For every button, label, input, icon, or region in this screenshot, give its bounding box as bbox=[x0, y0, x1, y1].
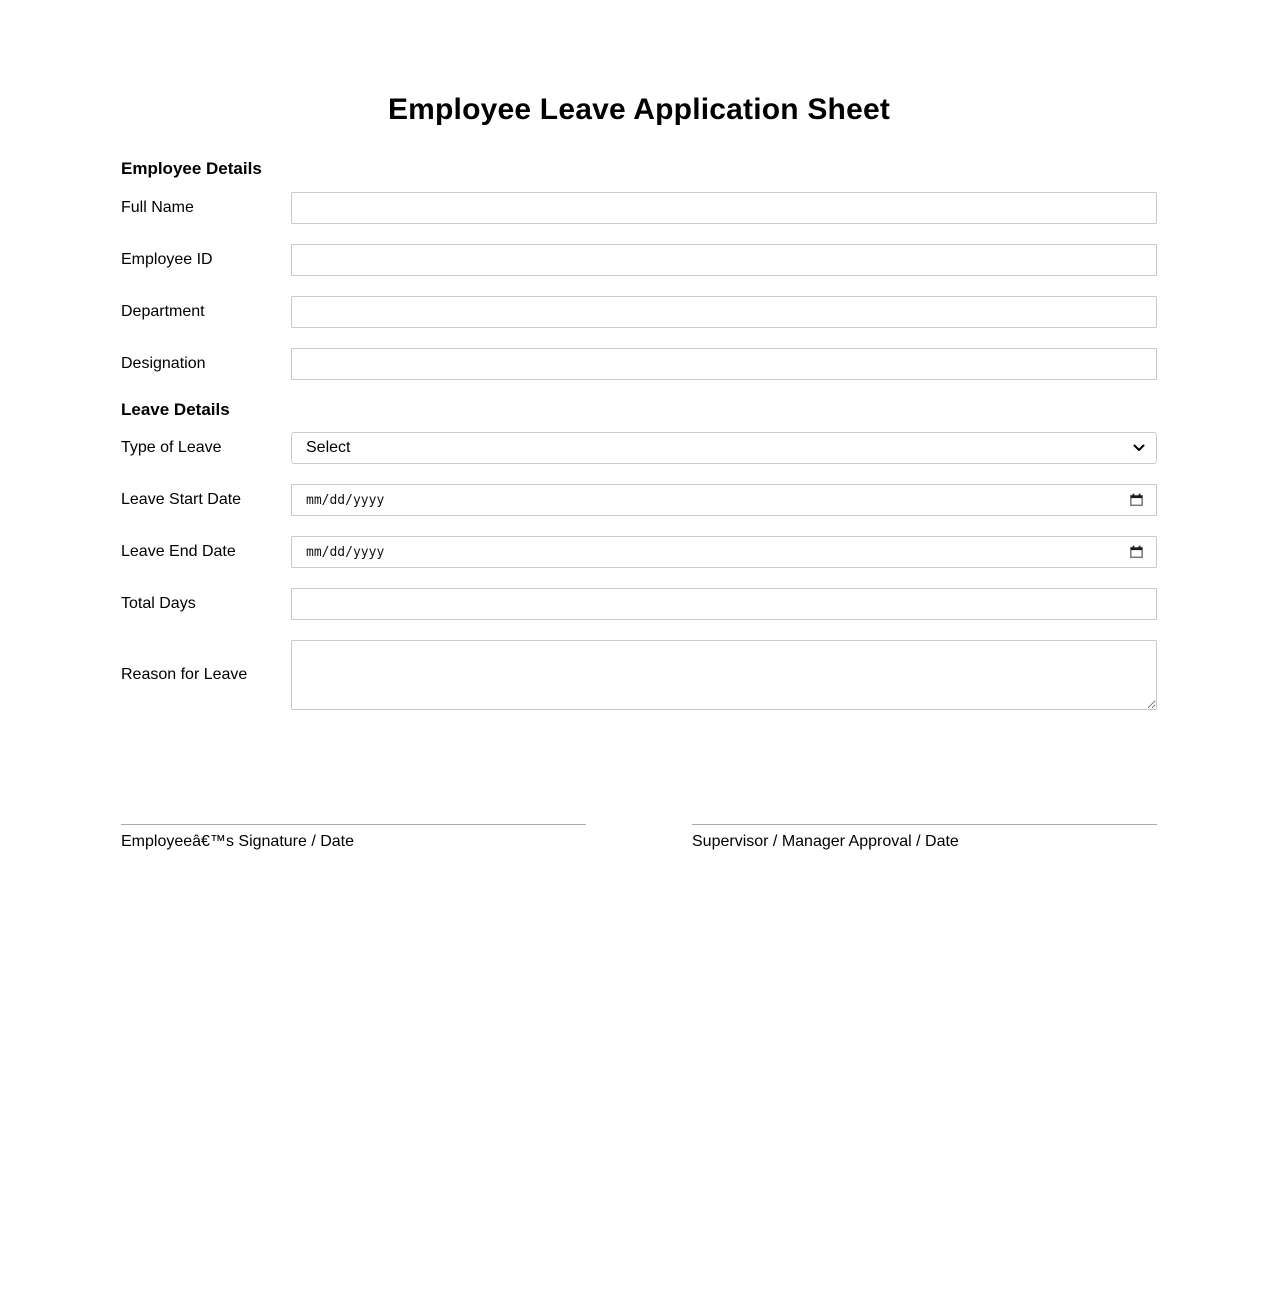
field-row-leave-start-date bbox=[121, 484, 1157, 516]
leave-end-date-input[interactable] bbox=[291, 536, 1157, 568]
designation-label: Designation bbox=[121, 355, 206, 372]
leave-start-date-input[interactable] bbox=[291, 484, 1157, 516]
total-days-input[interactable] bbox=[291, 588, 1157, 620]
type-of-leave-select[interactable] bbox=[291, 432, 1157, 464]
field-row-full-name bbox=[121, 192, 1157, 224]
supervisor-approval-label: Supervisor / Manager Approval / Date bbox=[692, 833, 959, 850]
employee-signature-label: Employeeâ€™s Signature / Date bbox=[121, 833, 355, 850]
supervisor-approval-line bbox=[692, 824, 1157, 825]
leave-end-date-label: Leave End Date bbox=[121, 543, 236, 560]
signature-section bbox=[121, 824, 1157, 851]
type-of-leave-label: Type of Leave bbox=[121, 439, 222, 456]
field-row-total-days bbox=[121, 588, 1157, 620]
form-container bbox=[121, 92, 1157, 851]
total-days-label: Total Days bbox=[121, 595, 196, 612]
employee-signature-block bbox=[121, 824, 586, 851]
employee-id-input[interactable] bbox=[291, 244, 1157, 276]
employee-id-label: Employee ID bbox=[121, 251, 213, 268]
reason-for-leave-textarea[interactable] bbox=[291, 640, 1157, 710]
chevron-down-icon bbox=[1133, 444, 1145, 452]
leave-start-date-placeholder: mm/dd/yyyy bbox=[306, 492, 385, 508]
employee-signature-line bbox=[121, 824, 586, 825]
page-title: Employee Leave Application Sheet bbox=[387, 93, 891, 126]
leave-start-date-label: Leave Start Date bbox=[121, 491, 242, 508]
full-name-label: Full Name bbox=[121, 199, 194, 216]
field-row-employee-id bbox=[121, 244, 1157, 276]
department-label: Department bbox=[121, 303, 205, 320]
leave-end-date-placeholder: mm/dd/yyyy bbox=[306, 544, 385, 560]
field-row-department bbox=[121, 296, 1157, 328]
field-row-designation bbox=[121, 348, 1157, 380]
field-row-leave-end-date bbox=[121, 536, 1157, 568]
full-name-input[interactable] bbox=[291, 192, 1157, 224]
reason-for-leave-label: Reason for Leave bbox=[121, 666, 248, 683]
supervisor-approval-block bbox=[692, 824, 1157, 851]
designation-input[interactable] bbox=[291, 348, 1157, 380]
section-heading-employee-details: Employee Details bbox=[121, 159, 262, 178]
calendar-icon[interactable] bbox=[1129, 493, 1144, 508]
field-row-type-of-leave bbox=[121, 432, 1157, 464]
section-heading-leave-details: Leave Details bbox=[121, 400, 230, 419]
type-of-leave-selected-value: Select bbox=[306, 439, 351, 456]
field-row-reason-for-leave bbox=[121, 640, 1157, 710]
department-input[interactable] bbox=[291, 296, 1157, 328]
calendar-icon[interactable] bbox=[1129, 545, 1144, 560]
